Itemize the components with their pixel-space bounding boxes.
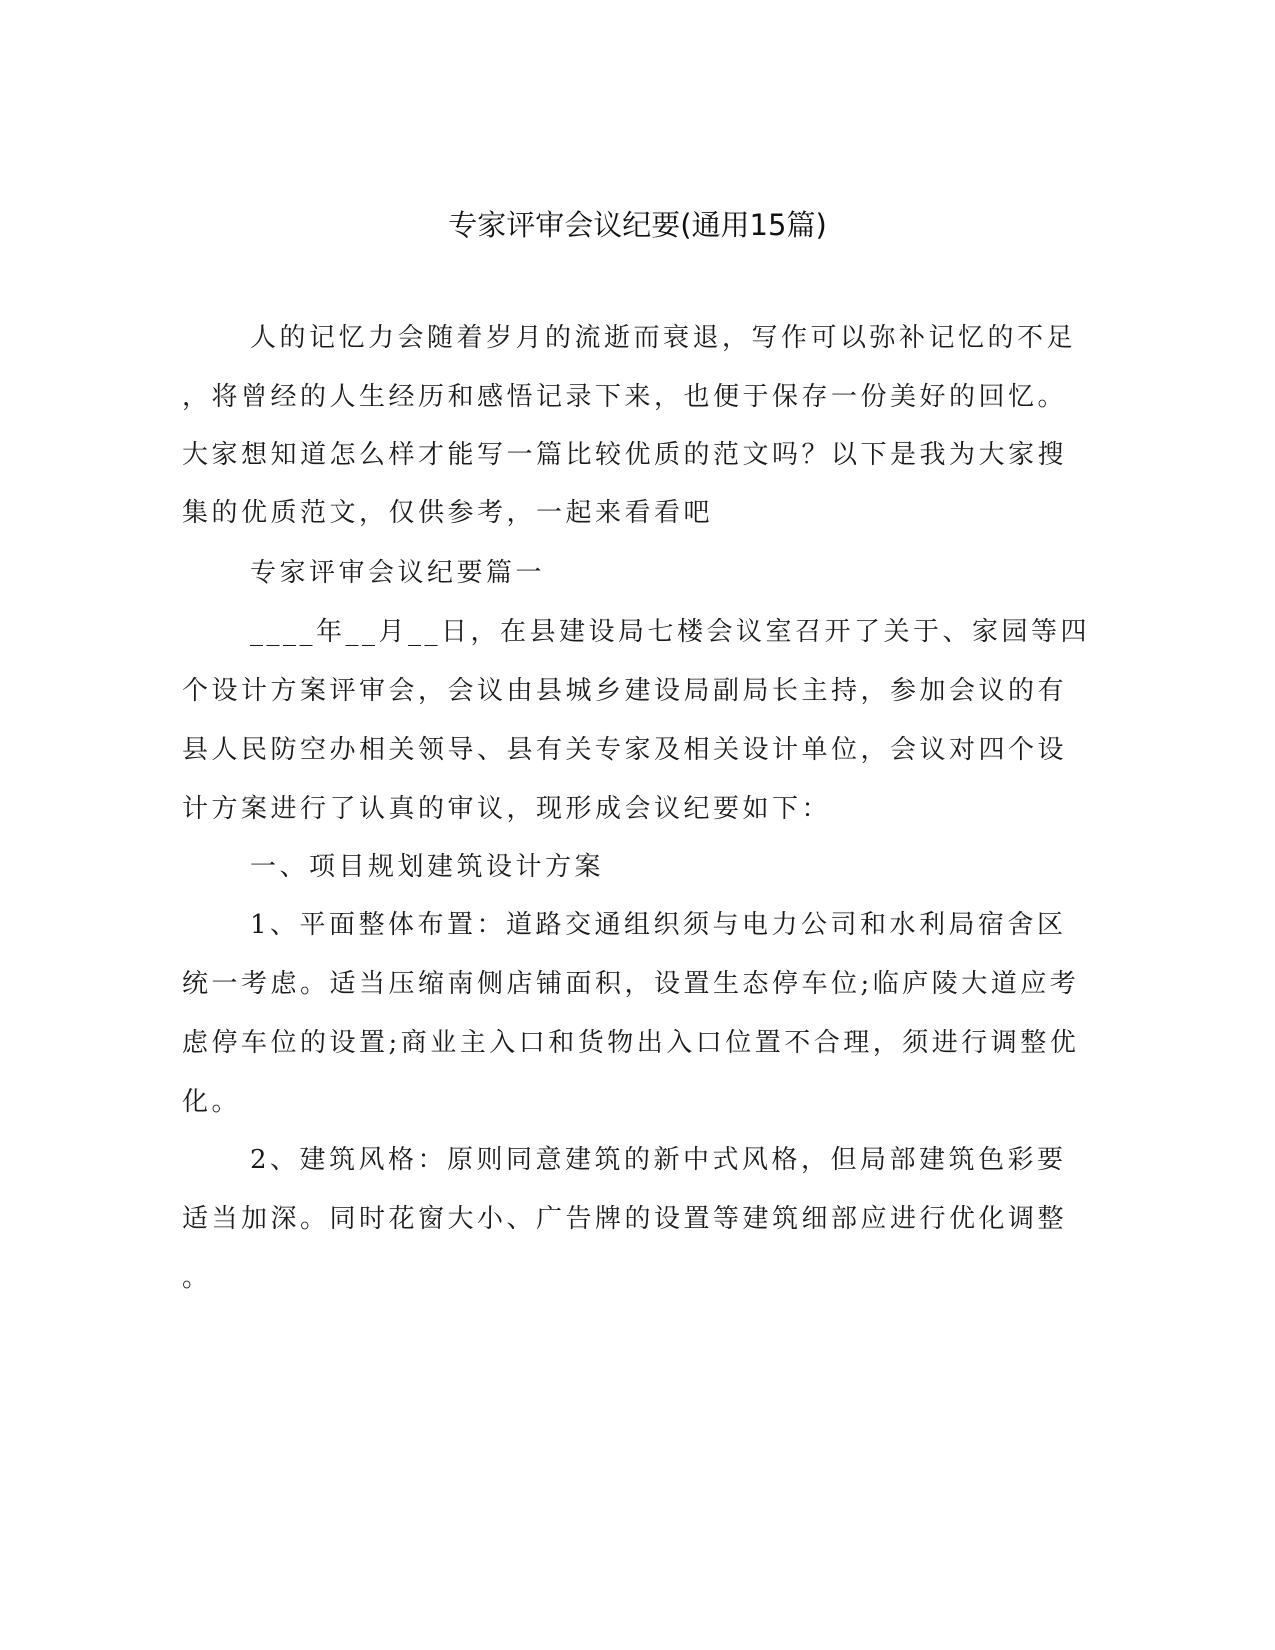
paragraph-line: 县人民防空办相关领导、县有关专家及相关设计单位，会议对四个设 (182, 735, 1068, 765)
paragraph-line: 虑停车位的设置;商业主入口和货物出入口位置不合理，须进行调整优 (182, 1028, 1080, 1058)
paragraph-line: 适当加深。同时花窗大小、广告牌的设置等建筑细部应进行优化调整 (182, 1204, 1068, 1234)
paragraph-line: 集的优质范文，仅供参考，一起来看看吧 (182, 498, 714, 528)
section-heading: 专家评审会议纪要篇一 (250, 558, 546, 588)
paragraph-line: 人的记忆力会随着岁月的流逝而衰退，写作可以弥补记忆的不足 (250, 323, 1077, 353)
paragraph-line: 计方案进行了认真的审议，现形成会议纪要如下： (182, 794, 832, 824)
paragraph-line: 统一考虑。适当压缩南侧店铺面积，设置生态停车位;临庐陵大道应考 (182, 969, 1080, 999)
section-heading: 一、项目规划建筑设计方案 (250, 852, 605, 882)
paragraph-line: 。 (182, 1263, 212, 1293)
paragraph-line: 1、平面整体布置：道路交通组织须与电力公司和水利局宿舍区 (250, 910, 1067, 940)
paragraph-line: 个设计方案评审会，会议由县城乡建设局副局长主持，参加会议的有 (182, 676, 1068, 706)
paragraph-line: ____年__月__日，在县建设局七楼会议室召开了关于、家园等四 (250, 617, 1091, 647)
paragraph-line: 大家想知道怎么样才能写一篇比较优质的范文吗？以下是我为大家搜 (182, 440, 1068, 470)
paragraph-line: 化。 (182, 1087, 242, 1117)
paragraph-line: 2、建筑风格：原则同意建筑的新中式风格，但局部建筑色彩要 (250, 1145, 1067, 1175)
document-title: 专家评审会议纪要(通用15篇) (448, 208, 827, 242)
paragraph-line: ，将曾经的人生经历和感悟记录下来，也便于保存一份美好的回忆。 (182, 382, 1068, 412)
